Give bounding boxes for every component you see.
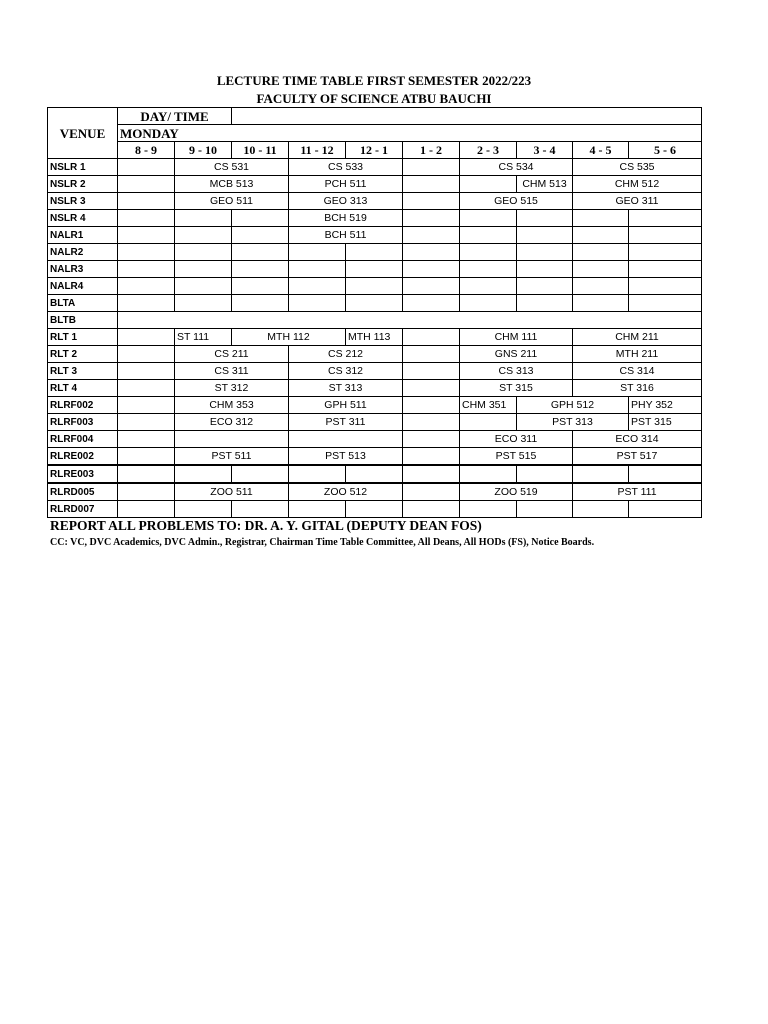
slot-cell: [232, 227, 289, 244]
course-cell: PST 111: [573, 483, 702, 501]
course-cell: BCH 511: [289, 227, 403, 244]
course-cell: ECO 312: [175, 414, 289, 431]
course-cell: BCH 519: [289, 210, 403, 227]
slot-cell: [403, 261, 460, 278]
table-row: [48, 380, 702, 397]
slot-cell: [118, 261, 175, 278]
slot-cell: [289, 295, 346, 312]
course-cell: ECO 311: [460, 431, 573, 448]
slot-cell: [346, 465, 403, 483]
slot-cell: [175, 295, 232, 312]
table-row: [48, 227, 702, 244]
slot-cell: [573, 210, 629, 227]
venue-cell: RLRD005: [48, 483, 118, 501]
slot-cell: [175, 261, 232, 278]
table-row: [48, 329, 702, 346]
course-cell: GEO 511: [175, 193, 289, 210]
slot-cell: [573, 465, 629, 483]
slot-cell: [232, 244, 289, 261]
table-row: [48, 176, 702, 193]
course-cell: ZOO 511: [175, 483, 289, 501]
course-cell: CS 313: [460, 363, 573, 380]
course-cell: CS 312: [289, 363, 403, 380]
course-cell: GEO 515: [460, 193, 573, 210]
slot-cell: [118, 483, 175, 501]
venue-cell: RLT 4: [48, 380, 118, 397]
course-cell: PHY 352: [629, 397, 702, 414]
slot-cell: [175, 501, 232, 518]
slot-cell: [629, 278, 702, 295]
slot-cell: [460, 244, 517, 261]
table-row: [48, 312, 702, 329]
slot-cell: [232, 210, 289, 227]
venue-cell: NALR4: [48, 278, 118, 295]
slot-cell: [460, 210, 517, 227]
time-header: 5 - 6: [629, 142, 702, 159]
slot-cell: [289, 501, 346, 518]
slot-cell: [517, 227, 573, 244]
slot-cell: [403, 414, 460, 431]
venue-cell: BLTA: [48, 295, 118, 312]
slot-cell: [517, 295, 573, 312]
header-row-times: [48, 142, 702, 159]
slot-cell: [517, 261, 573, 278]
slot-cell: [232, 261, 289, 278]
course-cell: GPH 511: [289, 397, 403, 414]
slot-cell: [346, 244, 403, 261]
slot-cell: [517, 278, 573, 295]
slot-cell: [629, 227, 702, 244]
table-row: [48, 483, 702, 501]
course-cell: PCH 511: [289, 176, 403, 193]
course-cell: PST 517: [573, 448, 702, 466]
slot-cell: [118, 397, 175, 414]
course-cell: CHM 351: [460, 397, 517, 414]
slot-cell: [118, 244, 175, 261]
time-header: 11 - 12: [289, 142, 346, 159]
course-cell: CHM 512: [573, 176, 702, 193]
venue-cell: RLT 1: [48, 329, 118, 346]
slot-cell: [517, 210, 573, 227]
slot-cell: [460, 295, 517, 312]
table-row: [48, 193, 702, 210]
time-header: 2 - 3: [460, 142, 517, 159]
slot-cell: [629, 465, 702, 483]
slot-cell: [573, 261, 629, 278]
course-cell: CHM 111: [460, 329, 573, 346]
slot-cell: [403, 295, 460, 312]
slot-cell: [403, 346, 460, 363]
slot-cell: [403, 329, 460, 346]
slot-cell: [403, 431, 460, 448]
slot-cell: [460, 278, 517, 295]
slot-cell: [118, 448, 175, 466]
slot-cell: [175, 465, 232, 483]
slot-cell: [573, 227, 629, 244]
venue-cell: NALR3: [48, 261, 118, 278]
course-cell: MTH 113: [346, 329, 403, 346]
day-header: MONDAY: [118, 125, 702, 142]
slot-cell: [403, 465, 460, 483]
time-header: 9 - 10: [175, 142, 232, 159]
slot-cell: [118, 193, 175, 210]
table-row: [48, 210, 702, 227]
venue-cell: RLRE002: [48, 448, 118, 466]
table-row: [48, 501, 702, 518]
table-row: [48, 278, 702, 295]
venue-cell: NSLR 2: [48, 176, 118, 193]
slot-cell: [118, 159, 175, 176]
time-header: 12 - 1: [346, 142, 403, 159]
course-cell: MTH 112: [232, 329, 346, 346]
course-cell: GNS 211: [460, 346, 573, 363]
slot-cell: [118, 295, 175, 312]
slot-cell: [460, 501, 517, 518]
table-row: [48, 295, 702, 312]
venue-cell: NSLR 4: [48, 210, 118, 227]
slot-cell: [289, 465, 346, 483]
slot-cell: [403, 159, 460, 176]
slot-cell: [346, 261, 403, 278]
slot-cell: [629, 261, 702, 278]
slot-cell: [403, 210, 460, 227]
venue-cell: NALR1: [48, 227, 118, 244]
table-row: [48, 431, 702, 448]
header-row-day-time: [48, 108, 702, 125]
course-cell: CS 533: [289, 159, 403, 176]
slot-cell: [403, 176, 460, 193]
course-cell: MTH 211: [573, 346, 702, 363]
slot-cell: [460, 465, 517, 483]
time-header: 4 - 5: [573, 142, 629, 159]
table-row: [48, 159, 702, 176]
table-row: [48, 346, 702, 363]
course-cell: PST 513: [289, 448, 403, 466]
slot-cell: [573, 295, 629, 312]
slot-cell: [175, 210, 232, 227]
slot-cell: [175, 278, 232, 295]
slot-cell: [517, 244, 573, 261]
slot-cell: [403, 363, 460, 380]
venue-cell: NALR2: [48, 244, 118, 261]
slot-cell: [346, 501, 403, 518]
slot-cell: [629, 210, 702, 227]
course-cell: PST 511: [175, 448, 289, 466]
day-time-header: DAY/ TIME: [118, 108, 232, 125]
course-cell: PST 311: [289, 414, 403, 431]
course-cell: PST 515: [460, 448, 573, 466]
course-cell: PST 315: [629, 414, 702, 431]
slot-cell: [517, 465, 573, 483]
course-cell: PST 313: [517, 414, 629, 431]
course-cell: ST 313: [289, 380, 403, 397]
table-row: [48, 448, 702, 466]
slot-cell: [289, 278, 346, 295]
course-cell: CHM 513: [517, 176, 573, 193]
table-row: [48, 261, 702, 278]
table-row: [48, 244, 702, 261]
course-cell: ST 316: [573, 380, 702, 397]
course-cell: GEO 311: [573, 193, 702, 210]
slot-cell: [118, 346, 175, 363]
venue-cell: RLRF002: [48, 397, 118, 414]
course-cell: CS 211: [175, 346, 289, 363]
table-row: [48, 397, 702, 414]
time-header: 3 - 4: [517, 142, 573, 159]
slot-cell: [175, 431, 289, 448]
slot-cell: [403, 483, 460, 501]
course-cell: CS 531: [175, 159, 289, 176]
slot-cell: [118, 501, 175, 518]
slot-cell: [517, 501, 573, 518]
slot-cell: [403, 193, 460, 210]
course-cell: CS 311: [175, 363, 289, 380]
course-cell: GPH 512: [517, 397, 629, 414]
slot-cell: [232, 465, 289, 483]
slot-cell: [118, 312, 702, 329]
slot-cell: [573, 244, 629, 261]
slot-cell: [573, 278, 629, 295]
slot-cell: [460, 261, 517, 278]
course-cell: GEO 313: [289, 193, 403, 210]
venue-cell: NSLR 3: [48, 193, 118, 210]
slot-cell: [232, 278, 289, 295]
slot-cell: [346, 295, 403, 312]
course-cell: ST 315: [460, 380, 573, 397]
slot-cell: [289, 261, 346, 278]
slot-cell: [118, 210, 175, 227]
table-row: [48, 465, 702, 483]
slot-cell: [118, 465, 175, 483]
course-cell: CHM 211: [573, 329, 702, 346]
slot-cell: [175, 244, 232, 261]
slot-cell: [403, 448, 460, 466]
slot-cell: [175, 227, 232, 244]
timetable-title: LECTURE TIME TABLE FIRST SEMESTER 2022/223: [216, 73, 532, 88]
slot-cell: [629, 295, 702, 312]
table-row: [48, 363, 702, 380]
slot-cell: [289, 244, 346, 261]
slot-cell: [460, 227, 517, 244]
course-cell: ST 312: [175, 380, 289, 397]
faculty-subtitle: FACULTY OF SCIENCE ATBU BAUCHI: [256, 91, 492, 106]
timetable-table: [47, 107, 702, 518]
course-cell: ECO 314: [573, 431, 702, 448]
slot-cell: [573, 501, 629, 518]
slot-cell: [118, 176, 175, 193]
slot-cell: [403, 244, 460, 261]
course-cell: CHM 353: [175, 397, 289, 414]
table-row: [48, 414, 702, 431]
slot-cell: [403, 380, 460, 397]
cc-list: CC: VC, DVC Academics, DVC Admin., Registrar, Chairman Time Table Committee, All Deans, All HODs (FS), Notice Boards.: [50, 537, 595, 548]
slot-cell: [346, 278, 403, 295]
slot-cell: [289, 431, 403, 448]
time-header: 1 - 2: [403, 142, 460, 159]
slot-cell: [629, 244, 702, 261]
slot-cell: [118, 278, 175, 295]
slot-cell: [232, 501, 289, 518]
venue-cell: RLT 3: [48, 363, 118, 380]
course-cell: ZOO 519: [460, 483, 573, 501]
slot-cell: [118, 363, 175, 380]
slot-cell: [118, 227, 175, 244]
course-cell: CS 535: [573, 159, 702, 176]
slot-cell: [118, 414, 175, 431]
slot-cell: [629, 501, 702, 518]
venue-cell: RLRE003: [48, 465, 118, 483]
course-cell: ST 111: [175, 329, 232, 346]
slot-cell: [403, 501, 460, 518]
venue-cell: RLT 2: [48, 346, 118, 363]
venue-cell: RLRF004: [48, 431, 118, 448]
slot-cell: [460, 176, 517, 193]
course-cell: ZOO 512: [289, 483, 403, 501]
slot-cell: [118, 380, 175, 397]
slot-cell: [403, 278, 460, 295]
slot-cell: [460, 414, 517, 431]
slot-cell: [403, 227, 460, 244]
venue-cell: NSLR 1: [48, 159, 118, 176]
report-problems-note: REPORT ALL PROBLEMS TO: DR. A. Y. GITAL (DEPUTY DEAN FOS): [50, 518, 482, 533]
header-blank: [232, 108, 702, 125]
course-cell: CS 212: [289, 346, 403, 363]
venue-cell: BLTB: [48, 312, 118, 329]
course-cell: CS 314: [573, 363, 702, 380]
venue-cell: RLRF003: [48, 414, 118, 431]
venue-header: VENUE: [48, 108, 118, 159]
time-header: 10 - 11: [232, 142, 289, 159]
slot-cell: [232, 295, 289, 312]
slot-cell: [403, 397, 460, 414]
course-cell: MCB 513: [175, 176, 289, 193]
header-row-day: [48, 125, 702, 142]
venue-cell: RLRD007: [48, 501, 118, 518]
course-cell: CS 534: [460, 159, 573, 176]
slot-cell: [118, 431, 175, 448]
time-header: 8 - 9: [118, 142, 175, 159]
slot-cell: [118, 329, 175, 346]
